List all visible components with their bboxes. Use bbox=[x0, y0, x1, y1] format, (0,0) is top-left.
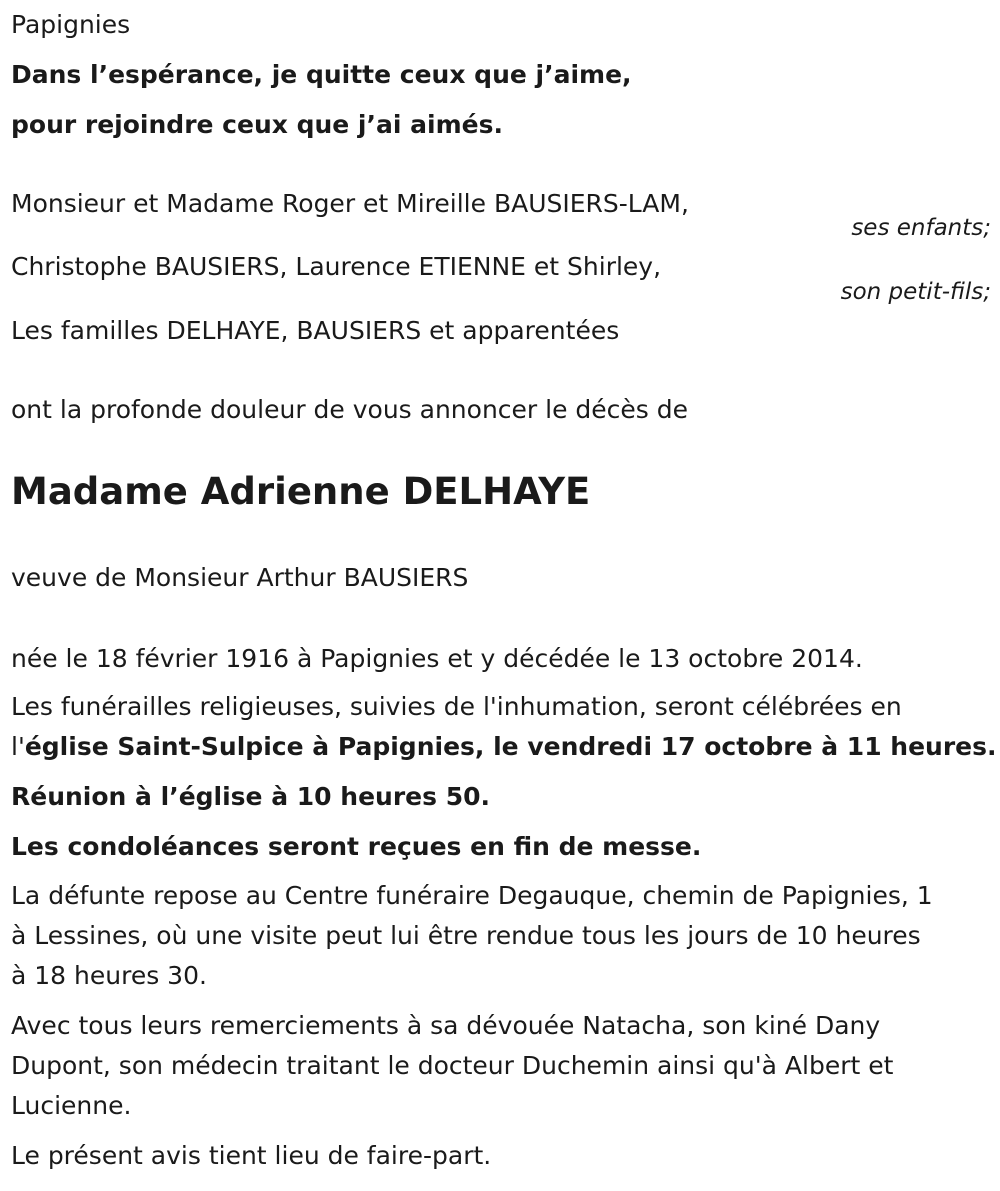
funeral-details: église Saint-Sulpice à Papignies, le vendredi 17 octobre à 11 heures. bbox=[24, 732, 997, 761]
family-names-1: Monsieur et Madame Roger et Mireille BAUSIERS-LAM, bbox=[11, 189, 689, 218]
family-relation-1: ses enfants; bbox=[851, 215, 991, 241]
funeral-prefix: l' bbox=[11, 732, 25, 761]
quote-line-1: Dans l’espérance, je quitte ceux que j’aime, bbox=[11, 60, 632, 89]
closing: Le présent avis tient lieu de faire-part. bbox=[11, 1141, 492, 1170]
repose-line-3: à 18 heures 30. bbox=[11, 961, 207, 990]
thanks-line-1: Avec tous leurs remerciements à sa dévouée Natacha, son kiné Dany bbox=[11, 1011, 881, 1040]
family-relation-2: son petit-fils; bbox=[840, 279, 991, 305]
funeral-line-1: Les funérailles religieuses, suivies de l'inhumation, seront célébrées en bbox=[11, 692, 902, 721]
repose-line-1: La défunte repose au Centre funéraire Degauque, chemin de Papignies, 1 bbox=[11, 881, 933, 910]
family-names-3: Les familles DELHAYE, BAUSIERS et apparentées bbox=[11, 316, 620, 345]
family-names-2: Christophe BAUSIERS, Laurence ETIENNE et Shirley, bbox=[11, 252, 662, 281]
announcement: ont la profonde douleur de vous annoncer le décès de bbox=[11, 395, 689, 424]
widow-of: veuve de Monsieur Arthur BAUSIERS bbox=[11, 563, 469, 592]
meeting: Réunion à l’église à 10 heures 50. bbox=[11, 782, 490, 811]
thanks-line-2: Dupont, son médecin traitant le docteur Duchemin ainsi qu'à Albert et bbox=[11, 1051, 894, 1080]
location: Papignies bbox=[11, 10, 131, 39]
funeral-line-2 bbox=[11, 732, 997, 762]
birth-death: née le 18 février 1916 à Papignies et y décédée le 13 octobre 2014. bbox=[11, 644, 863, 673]
thanks-line-3: Lucienne. bbox=[11, 1091, 132, 1120]
condolences: Les condoléances seront reçues en fin de messe. bbox=[11, 832, 702, 861]
deceased-name: Madame Adrienne DELHAYE bbox=[11, 470, 591, 513]
quote-line-2: pour rejoindre ceux que j’ai aimés. bbox=[11, 110, 503, 139]
repose-line-2: à Lessines, où une visite peut lui être rendue tous les jours de 10 heures bbox=[11, 921, 921, 950]
